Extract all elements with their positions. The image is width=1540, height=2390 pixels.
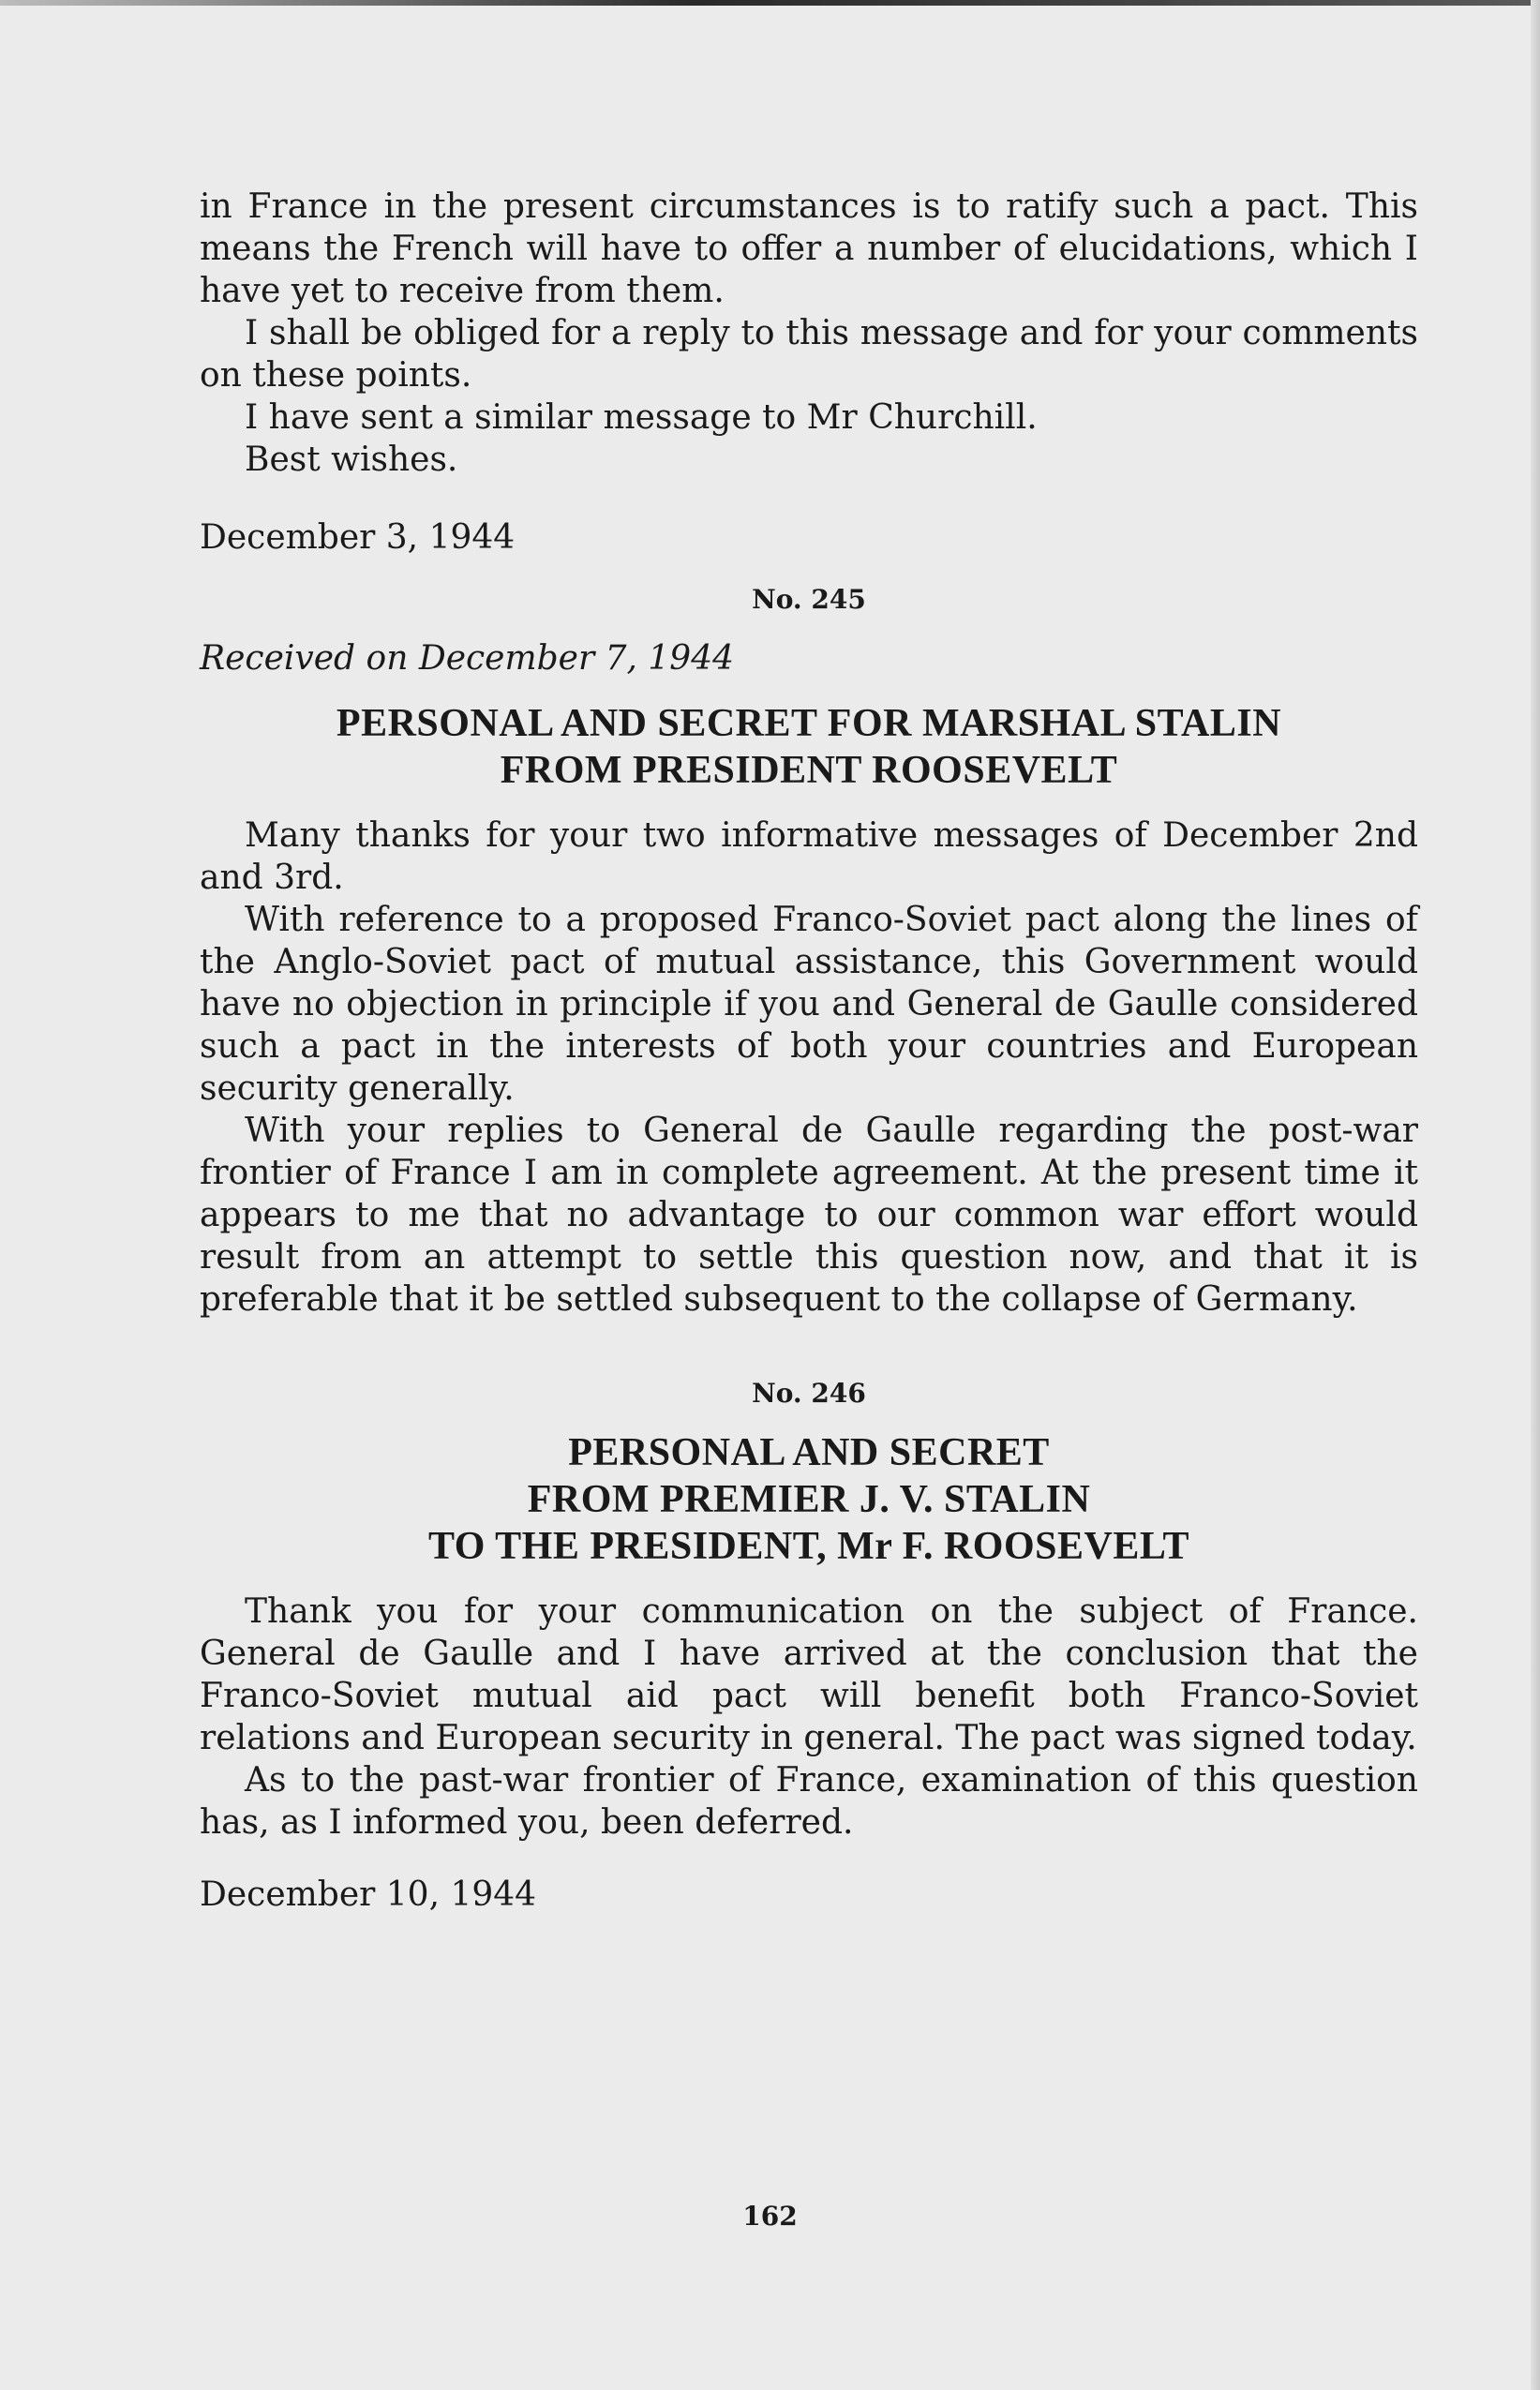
continuation-paragraph: I have sent a similar message to Mr Churchill. bbox=[245, 398, 1038, 437]
message-body bbox=[200, 1591, 1418, 1844]
letter-date: December 3, 1944 bbox=[200, 518, 516, 557]
heading-line: PERSONAL AND SECRET bbox=[568, 1431, 1050, 1474]
document-number: No. 246 bbox=[752, 1378, 866, 1409]
body-paragraph: Many thanks for your two informative messages of December 2nd and 3rd. bbox=[200, 816, 1418, 897]
heading-line: TO THE PRESIDENT, Mr F. ROOSEVELT bbox=[427, 1525, 1190, 1568]
closing-wishes: Best wishes. bbox=[245, 441, 458, 479]
heading-line: FROM PREMIER J. V. STALIN bbox=[527, 1478, 1091, 1521]
page-number: 162 bbox=[742, 2201, 798, 2232]
message-heading bbox=[200, 700, 1418, 794]
body-paragraph: Thank you for your communication on the subject of France. General de Gaulle and I have arrived at the conclusion that the Franco-Soviet mutual aid pact will benefit both Franco-Soviet relations and European security in general. The pact was signed today. bbox=[200, 1592, 1418, 1757]
heading-line: FROM PRESIDENT ROOSEVELT bbox=[500, 749, 1118, 792]
heading-line: PERSONAL AND SECRET FOR MARSHAL STALIN bbox=[336, 702, 1282, 745]
received-date: Received on December 7, 1944 bbox=[200, 639, 735, 678]
page-right-edge bbox=[1531, 0, 1540, 2390]
page-top-edge bbox=[0, 0, 1540, 6]
message-body bbox=[200, 814, 1418, 1321]
continuation-paragraph: in France in the present circumstances is to ratify such a pact. This means the French will have to offer a number of elucidations, which I have yet to receive from them. bbox=[200, 187, 1418, 310]
continuation-paragraph: I shall be obliged for a reply to this message and for your comments on these points. bbox=[200, 314, 1418, 395]
message-heading bbox=[200, 1429, 1418, 1570]
page-body bbox=[200, 186, 1418, 1916]
body-paragraph: As to the past-war frontier of France, examination of this question has, as I informed you, been deferred. bbox=[200, 1761, 1418, 1842]
document-number: No. 245 bbox=[752, 584, 866, 615]
letter-date: December 10, 1944 bbox=[200, 1875, 537, 1914]
body-paragraph: With your replies to General de Gaulle regarding the post-war frontier of France I am in complete agreement. At the present time it appears to me that no advantage to our common war effort would result from an attempt to settle this question now, and that it is preferable that it be settled subsequent to the collapse of Germany. bbox=[200, 1112, 1418, 1319]
body-paragraph: With reference to a proposed Franco-Soviet pact along the lines of the Anglo-Soviet pact of mutual assistance, this Government would have no objection in principle if you and General de Gaulle considered such a pact in the interests of both your countries and European security generally. bbox=[200, 901, 1418, 1108]
